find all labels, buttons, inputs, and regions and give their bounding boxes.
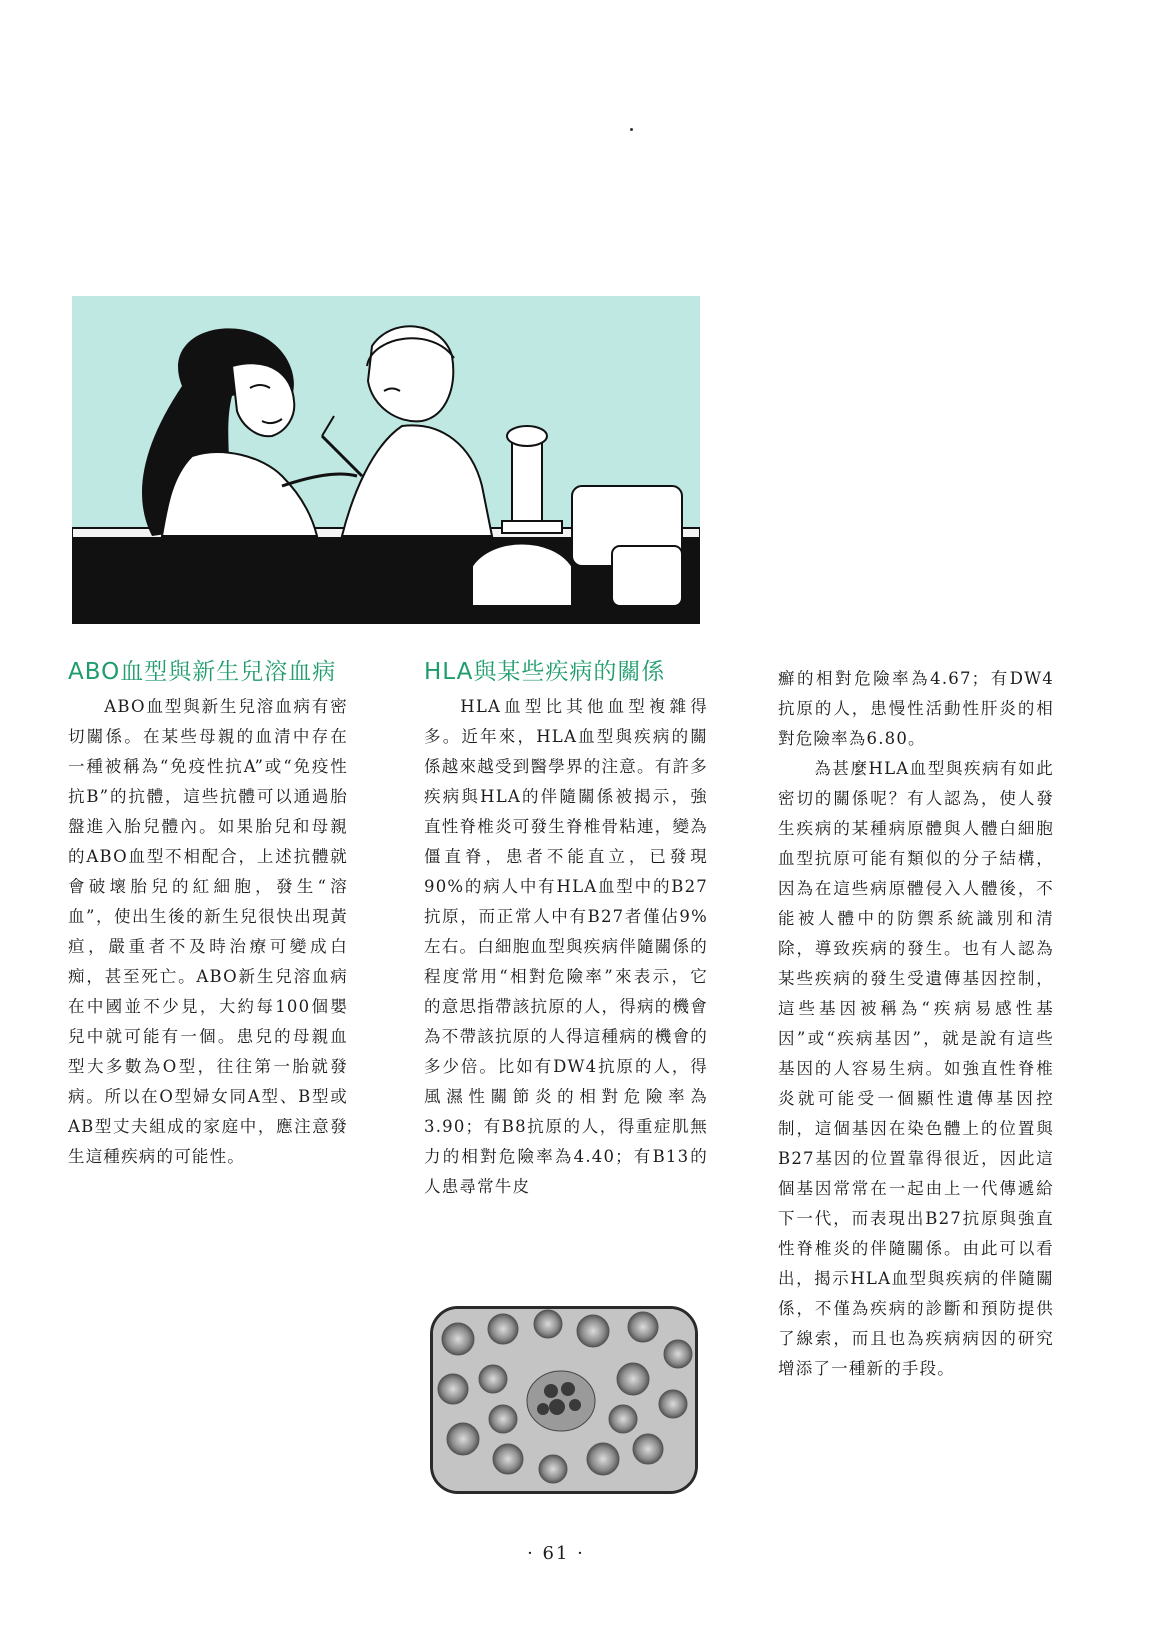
page-number: · 61 · [527,1543,585,1564]
blood-cells-icon [433,1309,695,1491]
section-heading-hla: HLA與某些疾病的關係 [424,659,666,685]
section-body-abo: ABO血型與新生兒溶血病有密切關係。在某些母親的血清中存在一種被稱為“免疫性抗A”或“免疫性抗B”的抗體，這些抗體可以通過胎盤進入胎兒體內。如果胎兒和母親的ABO血型不相配合，上述抗體就會破壞胎兒的紅細胞，發生“溶血”，使出生後的新生兒很快出現黃疸，嚴重者不及時治療可變成白痴，甚至死亡。ABO新生兒溶血病在中國並不少見，大約每100個嬰兒中就可能有一個。患兒的母親血型大多數為O型，往往第一胎就發病。所以在O型婦女同A型、B型或AB型丈夫組成的家庭中，應注意發生這種疾病的可能性。 [68,697,348,1166]
microscope-photo [430,1306,698,1494]
section-heading-abo: ABO血型與新生兒溶血病 [68,659,337,685]
column-right [778,664,1054,1384]
column-middle [424,656,708,1202]
stray-dot [630,128,633,131]
section-body-hla-why: 為甚麼HLA血型與疾病有如此密切的關係呢？有人認為，使人發生疾病的某種病原體與人體白細胞血型抗原可能有類似的分子結構，因為在這些病原體侵入人體後，不能被人體中的防禦系統識別和清除，導致疾病的發生。也有人認為某些疾病的發生受遺傳基因控制，這些基因被稱為“疾病易感性基因”或“疾病基因”，就是說有這些基因的人容易生病。如強直性脊椎炎就可能受一個顯性遺傳基因控制，這個基因在染色體上的位置與B27基因的位置靠得很近，因此這個基因常常在一起由上一代傳遞給下一代，而表現出B27抗原與強直性脊椎炎的伴隨關係。由此可以看出，揭示HLA血型與疾病的伴隨關係，不僅為疾病的診斷和預防提供了線索，而且也為疾病病因的研究增添了一種新的手段。 [778,759,1054,1378]
blood-test-illustration-icon [72,296,700,624]
column-left [68,656,348,1172]
section-body-continued: 癬的相對危險率為4.67；有DW4抗原的人，患慢性活動性肝炎的相對危險率為6.80。 [778,669,1054,748]
section-body-hla: HLA血型比其他血型複雜得多。近年來，HLA血型與疾病的關係越來越受到醫學界的注意。有許多疾病與HLA的伴隨關係被揭示，強直性脊椎炎可發生脊椎骨粘連，變為僵直脊，患者不能直立，已發現90%的病人中有HLA血型中的B27抗原，而正常人中有B27者僅佔9%左右。白細胞血型與疾病伴隨關係的程度常用“相對危險率”來表示，它的意思指帶該抗原的人，得病的機會為不帶該抗原的人得這種病的機會的多少倍。比如有DW4抗原的人，得風濕性關節炎的相對危險率為3.90；有B8抗原的人，得重症肌無力的相對危險率為4.40；有B13的人患尋常牛皮 [424,697,708,1196]
cartoon-illustration [72,296,700,624]
